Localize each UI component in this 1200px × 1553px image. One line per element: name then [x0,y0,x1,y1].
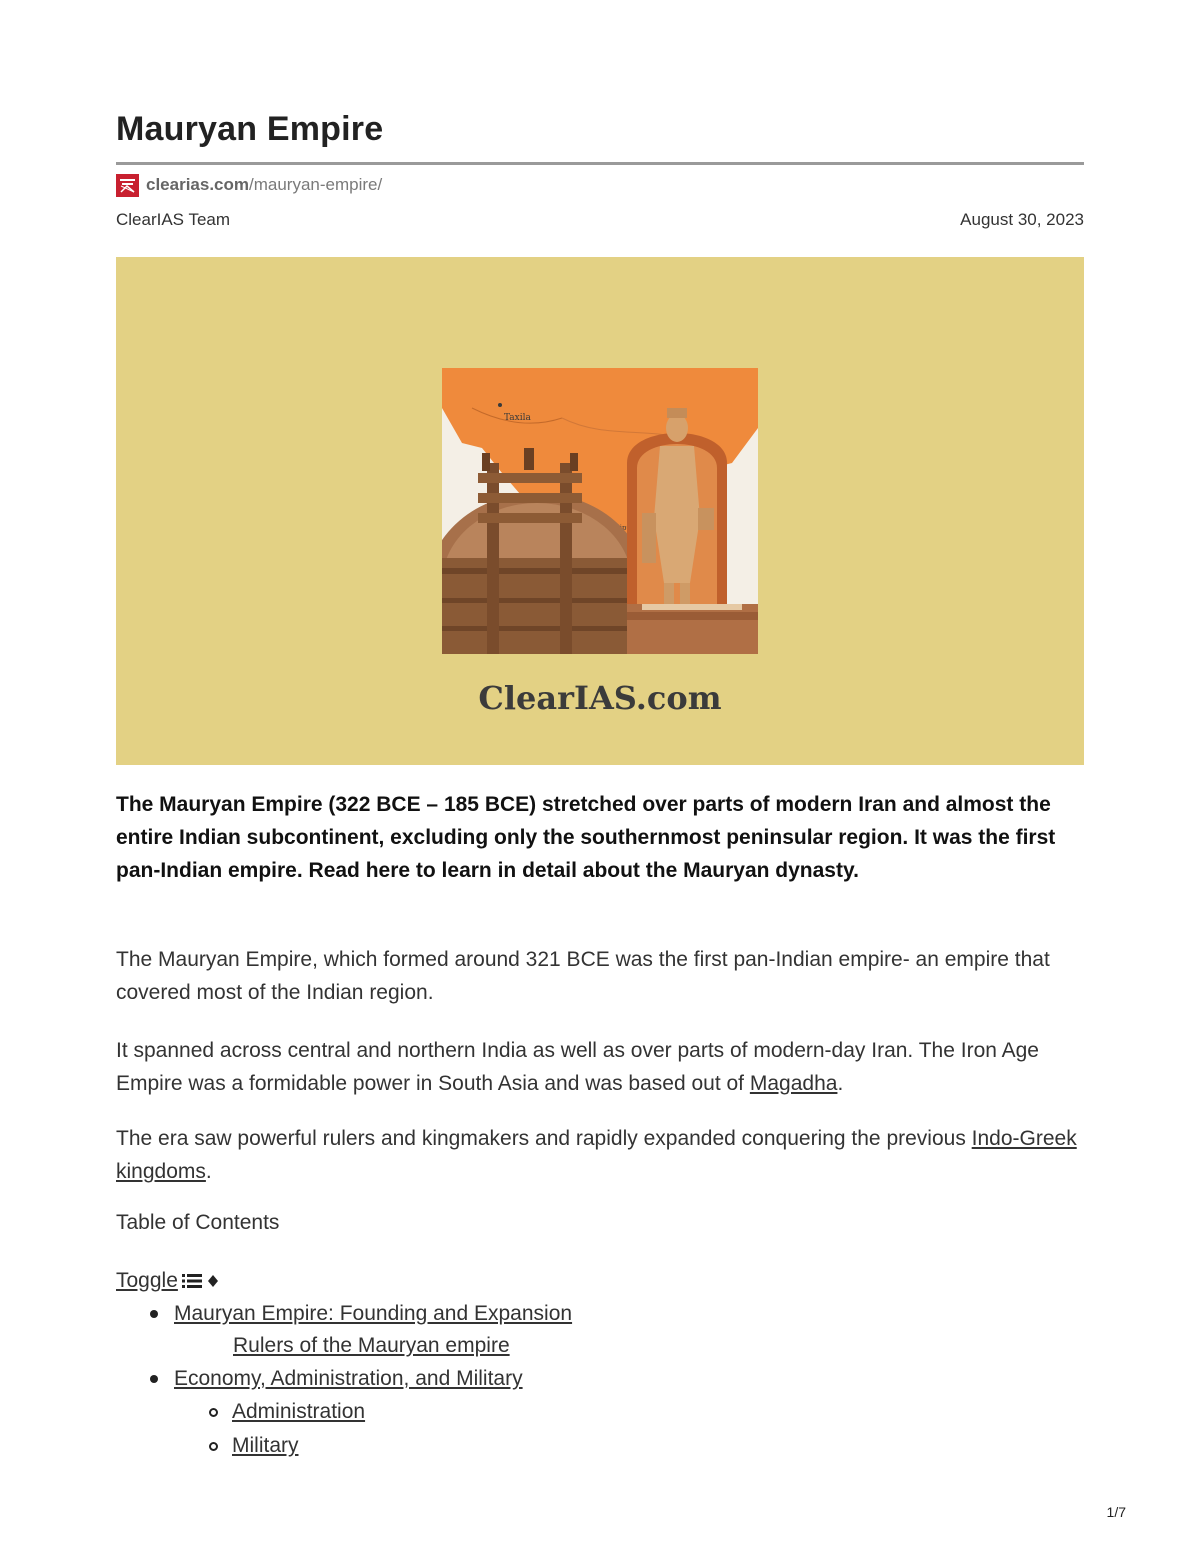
author: ClearIAS Team [116,210,231,229]
lead-paragraph: The Mauryan Empire (322 BCE – 185 BCE) stretched over parts of modern Iran and almost the entire Indian subcontinent, excluding only the southernmost peninsular region. It was the first pan-Indian empire. Read here to learn in detail about the Mauryan dynasty. [116,793,1056,882]
paragraph-3-text: The era saw powerful rulers and kingmakers and rapidly expanded conquering the previous [116,1127,972,1150]
paragraph-3-end: . [205,1160,212,1183]
toc-item-founding[interactable] [150,1302,572,1326]
toc-item-administration[interactable] [209,1400,365,1424]
paragraph-1: The Mauryan Empire, which formed around 321 BCE was the first pan-Indian empire- an empire that covered most of the Indian region. [116,948,1050,1004]
toc-item-military[interactable] [209,1434,299,1458]
site-favicon-icon [116,174,139,197]
toc-toggle[interactable] [116,1269,220,1293]
toc-link-rulers[interactable]: Rulers of the Mauryan empire [233,1334,510,1357]
toc-link-economy[interactable]: Economy, Administration, and Military [174,1367,523,1390]
source-link[interactable] [116,173,382,197]
toc-link-administration[interactable]: Administration [232,1400,366,1423]
article-meta [116,210,1084,230]
page-title: Mauryan Empire [116,110,384,148]
list-icon [182,1273,202,1289]
source-path[interactable]: /mauryan-empire/ [249,175,383,194]
source-domain[interactable]: clearias.com [146,175,250,194]
bullet-circle-icon [209,1442,218,1451]
diamond-icon [206,1273,220,1289]
toc-title: Table of Contents [116,1211,280,1234]
hero-brand-text: ClearIAS.com [478,679,722,717]
title-divider [116,162,1084,165]
hero-image [116,257,1084,765]
paragraph-2-text: It spanned across central and northern India as well as over parts of modern-day Iran. The Iron Age Empire was a formidable power in South Asia and was based out of [116,1039,1039,1095]
magadha-link[interactable]: Magadha [749,1072,838,1095]
toc-link-founding[interactable]: Mauryan Empire: Founding and Expansion [174,1302,573,1325]
paragraph-3 [116,1122,1084,1188]
article-page [116,0,1084,1553]
paragraph-2-end: . [837,1072,844,1095]
page-number: 1/7 [1106,1504,1126,1520]
indo-greek-kingdoms-link[interactable]: Indo-Greek kingdoms [116,1127,1077,1183]
toc-toggle-label[interactable]: Toggle [116,1269,178,1292]
paragraph-2 [116,1034,1084,1100]
publish-date: August 30, 2023 [960,210,1084,229]
toc-item-rulers[interactable] [233,1334,510,1358]
map-label-taxila: Taxila [504,413,531,423]
toggle-icons[interactable] [182,1273,220,1289]
bullet-disc-icon [150,1375,158,1383]
bullet-circle-icon [209,1408,218,1417]
toc-item-economy[interactable] [150,1367,523,1391]
bullet-disc-icon [150,1310,158,1318]
toc-link-military[interactable]: Military [232,1434,299,1457]
hero-illustration [442,368,758,654]
